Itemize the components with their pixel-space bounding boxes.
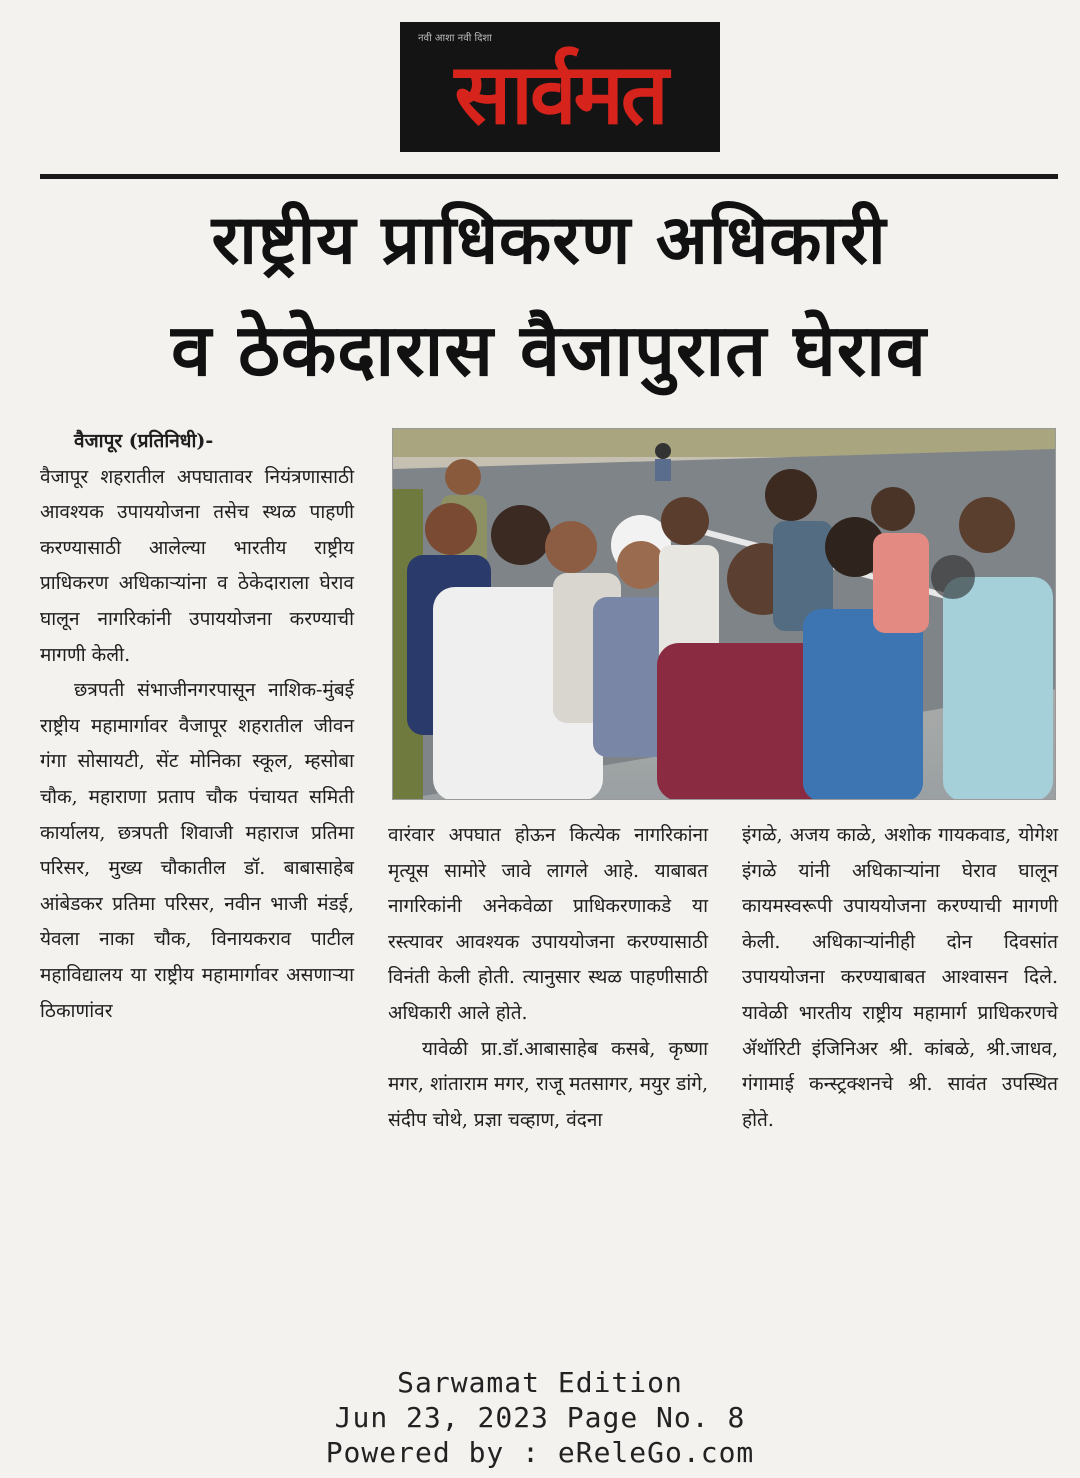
footer-powered-by: Powered by : eReleGo.com (325, 1436, 755, 1469)
footer-date-page: Jun 23, 2023 Page No. 8 (334, 1401, 746, 1434)
article-paragraph-3: वारंवार अपघात होऊन कित्येक नागरिकांना मृत्यूस सामोरे जावे लागले आहे. याबाबत नागरिकांनी अनेकवेळा प्राधिकरणाकडे या रस्त्यावर आवश्यक उपाययोजना करण्यासाठी विनंती केली होती. त्यानुसार स्थळ पाहणीसाठी अधिकारी आले होते. (388, 824, 708, 1024)
article-dateline: वैजापूर (प्रतिनिधी)- (74, 430, 214, 452)
newspaper-masthead (400, 22, 720, 152)
crowd-on-highway-illustration (393, 429, 1056, 800)
article-column-2 (388, 818, 708, 1138)
header-rule (40, 174, 1058, 179)
newspaper-logo: सार्वमत (454, 45, 666, 143)
article-paragraph-4: यावेळी प्रा.डॉ.आबासाहेब कसबे, कृष्णा मगर, शांताराम मगर, राजू मतसागर, मयुर डांगे, संदीप चोथे, प्रज्ञा चव्हाण, वंदना (388, 1037, 708, 1131)
footer-edition: Sarwamat Edition (397, 1366, 683, 1399)
article-paragraph-5: इंगळे, अजय काळे, अशोक गायकवाड, योगेश इंगळे यांनी अधिकाऱ्यांना घेराव घालून कायमस्वरूपी उपाययोजना करण्याची मागणी केली. अधिकाऱ्यांनीही दोन दिवसांत उपाययोजना करण्याबाबत आश्वासन दिले. यावेळी भारतीय राष्ट्रीय महामार्ग प्राधिकरणचे ॲथॉरिटी इंजिनिअर श्री. कांबळे, श्री.जाधव, गंगामाई कन्स्ट्रक्शनचे श्री. सावंत उपस्थित होते. (742, 824, 1058, 1131)
article-column-3 (742, 818, 1058, 1138)
article-paragraph-2: छत्रपती संभाजीनगरपासून नाशिक-मुंबई राष्ट्रीय महामार्गावर वैजापूर शहरातील जीवन गंगा सोसायटी, सेंट मोनिका स्कूल, म्हसोबा चौक, महाराणा प्रताप चौक पंचायत समिती कार्यालय, छत्रपती शिवाजी महाराज प्रतिमा परिसर, मुख्य चौकातील डॉ. बाबासाहेब आंबेडकर प्रतिमा परिसर, नवीन भाजी मंडई, येवला नाका चौक, विनायकराव पाटील महाविद्यालय या राष्ट्रीय महामार्गावर असणाऱ्या ठिकाणांवर (40, 679, 354, 1022)
headline-line-1: राष्ट्रीय प्राधिकरण अधिकारी (211, 201, 887, 280)
masthead-tagline: नवी आशा नवी दिशा (418, 33, 492, 44)
article-column-1 (40, 424, 354, 1029)
article-paragraph-1: वैजापूर शहरातील अपघातावर नियंत्रणासाठी आवश्यक उपाययोजना तसेच स्थळ पाहणी करण्यासाठी आलेल्या भारतीय राष्ट्रीय प्राधिकरण अधिकाऱ्यांना व ठेकेदाराला घेराव घालून नागरिकांनी उपाययोजना करण्याची मागणी केली. (40, 465, 354, 666)
news-photo (392, 428, 1056, 800)
headline-line-2: व ठेकेदारास वैजापुरात घेराव (171, 308, 927, 392)
